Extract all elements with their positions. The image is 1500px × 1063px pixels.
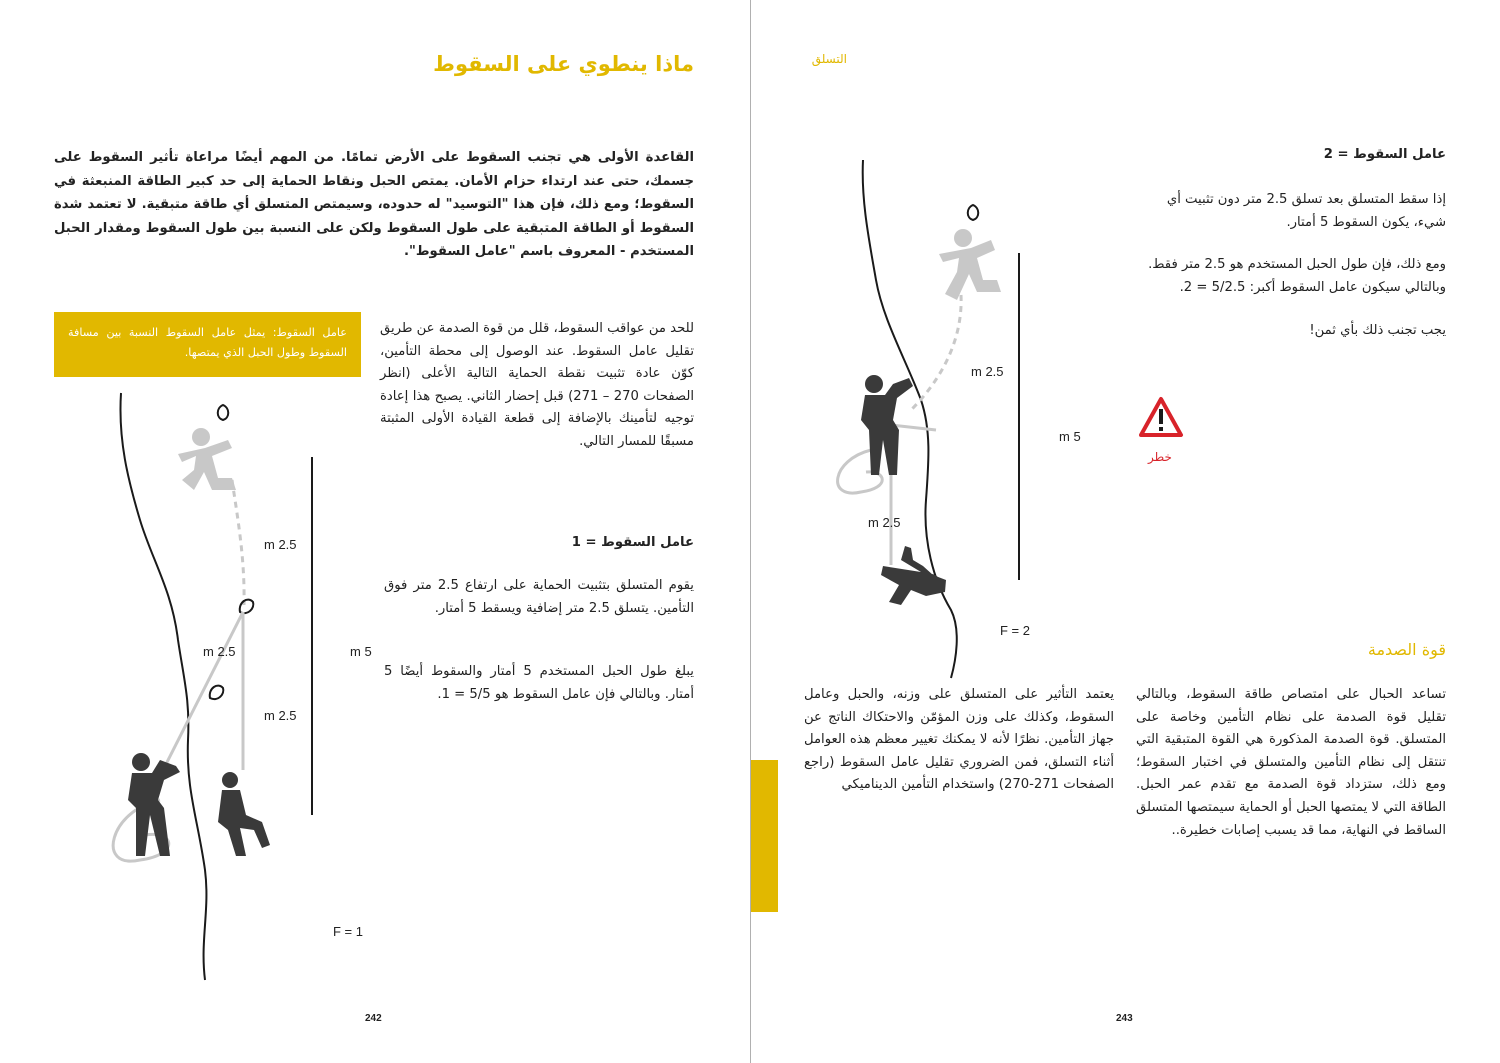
factor-2-paragraph-2: ومع ذلك، فإن طول الحبل المستخدم هو 2.5 متر فقط. وبالتالي سيكون عامل السقوط أكبر: 5/2.5 = 2. [1148, 257, 1446, 295]
belayer-icon [128, 753, 180, 856]
label-bottom-distance: m 2.5 [264, 708, 297, 723]
weight-factors-paragraph: يعتمد التأثير على المتسلق على وزنه، والحبل وعامل السقوط، وكذلك على وزن المؤمّن والاحتكاك الناتج عن جهاز التأمين. نظرًا لأنه لا يمكنك تغيير معظم هذه العوامل أثناء التسلق، فمن الضروري تقليل عامل السقوط (راجع الصفحات 271-270) واستخدام التأمين الديناميكي [804, 687, 1114, 793]
page-title: ماذا ينطوي على السقوط [433, 52, 694, 76]
reduce-impact-paragraph: للحد من عواقب السقوط، قلل من قوة الصدمة عن طريق تقليل عامل السقوط. عند الوصول إلى محطة التأمين، كوّن عادة تثبيت نقطة الحماية التالية الأعلى (انظر الصفحات 270 – 271) قبل إحضار الثاني. يصبح هذا إعادة توجيه لتأمينك بالإضافة إلى قطعة القيادة الأولى المثبتة مسبقًا للمسار التالي. [380, 321, 695, 449]
ghost-climber-icon [178, 428, 236, 490]
label-mid-distance: m 2.5 [203, 644, 236, 659]
upper-carabiner-icon [240, 600, 254, 613]
fall-factor-2-illustration [751, 0, 1500, 1063]
label-total-distance: m 5 [1059, 429, 1081, 444]
label-top-distance: m 2.5 [971, 364, 1004, 379]
top-carabiner-icon [218, 405, 229, 420]
label-top-distance: m 2.5 [264, 537, 297, 552]
right-page [751, 0, 1500, 1063]
ghost-climber-icon [939, 229, 1001, 300]
factor-1-heading: عامل السقوط = 1 [571, 535, 694, 550]
danger-label: خطر [1148, 450, 1172, 464]
label-bottom-distance: m 2.5 [868, 515, 901, 530]
label-fall-factor-1: F = 1 [333, 924, 363, 939]
top-carabiner-icon [968, 205, 979, 220]
page-number-right: 243 [1116, 1013, 1133, 1024]
factor-2-paragraph-1: إذا سقط المتسلق بعد تسلق 2.5 متر دون تثبيت أي شيء، يكون السقوط 5 أمتار. [1166, 192, 1446, 230]
rope-to-belayer [158, 612, 243, 780]
impact-force-paragraph: تساعد الحبال على امتصاص طاقة السقوط، وبالتالي تقليل قوة الصدمة على نظام التأمين وخاصة على المتسلق. قوة الصدمة المذكورة هي القوة المتبقية التي تنتقل إلى نظام التأمين والمتسلق في اختبار السقوط؛ ومع ذلك، ستزداد قوة الصدمة مع تقدم عمر الحبل. الطاقة التي لا يمتصها الحبل أو الحماية سيمتصها المتسلق الساقط في النهاية، مما قد يسبب إصابات خطيرة.. [1136, 687, 1446, 838]
intro-paragraph: القاعدة الأولى هي تجنب السقوط على الأرض تمامًا. من المهم أيضًا مراعاة تأثير السقوط على جسمك، حتى عند ارتداء حزام الأمان. يمتص الحبل ونقاط الحماية إلى حد كبير الطاقة المنبعثة في السقوط؛ ومع ذلك، فإن هذا "التوسيد" له حدوده، وسيمتص المتسلق أي طاقة متبقية. لا تعتمد شدة السقوط أو الطاقة المتبقية على طول السقوط ولكن على النسبة بين طول السقوط ومقدار الحبل المستخدم - المعروف باسم "عامل السقوط". [54, 150, 694, 259]
factor-1-paragraph-2: يبلغ طول الحبل المستخدم 5 أمتار والسقوط أيضًا 5 أمتار. وبالتالي فإن عامل السقوط هو 5/5 = 1. [384, 664, 694, 702]
factor-2-heading: عامل السقوط = 2 [1323, 147, 1446, 162]
label-total-distance: m 5 [350, 644, 372, 659]
belayer-icon [861, 375, 913, 475]
lower-carabiner-icon [210, 686, 224, 699]
hanging-climber-icon [218, 772, 270, 856]
running-head: التسلق [811, 52, 847, 66]
label-fall-factor-2: F = 2 [1000, 623, 1030, 638]
factor-1-paragraph-1: يقوم المتسلق بتثبيت الحماية على ارتفاع 2.5 متر فوق التأمين. يتسلق 2.5 متر إضافية ويسقط 5 أمتار. [384, 578, 694, 616]
page-number-left: 242 [365, 1013, 382, 1024]
impact-force-heading: قوة الصدمة [1367, 640, 1446, 659]
fall-path-dashed [232, 480, 244, 605]
fall-factor-definition: عامل السقوط: يمثل عامل السقوط النسبة بين مسافة السقوط وطول الحبل الذي يمتصها. [68, 326, 347, 359]
factor-2-paragraph-3: يجب تجنب ذلك بأي ثمن! [1309, 323, 1446, 338]
